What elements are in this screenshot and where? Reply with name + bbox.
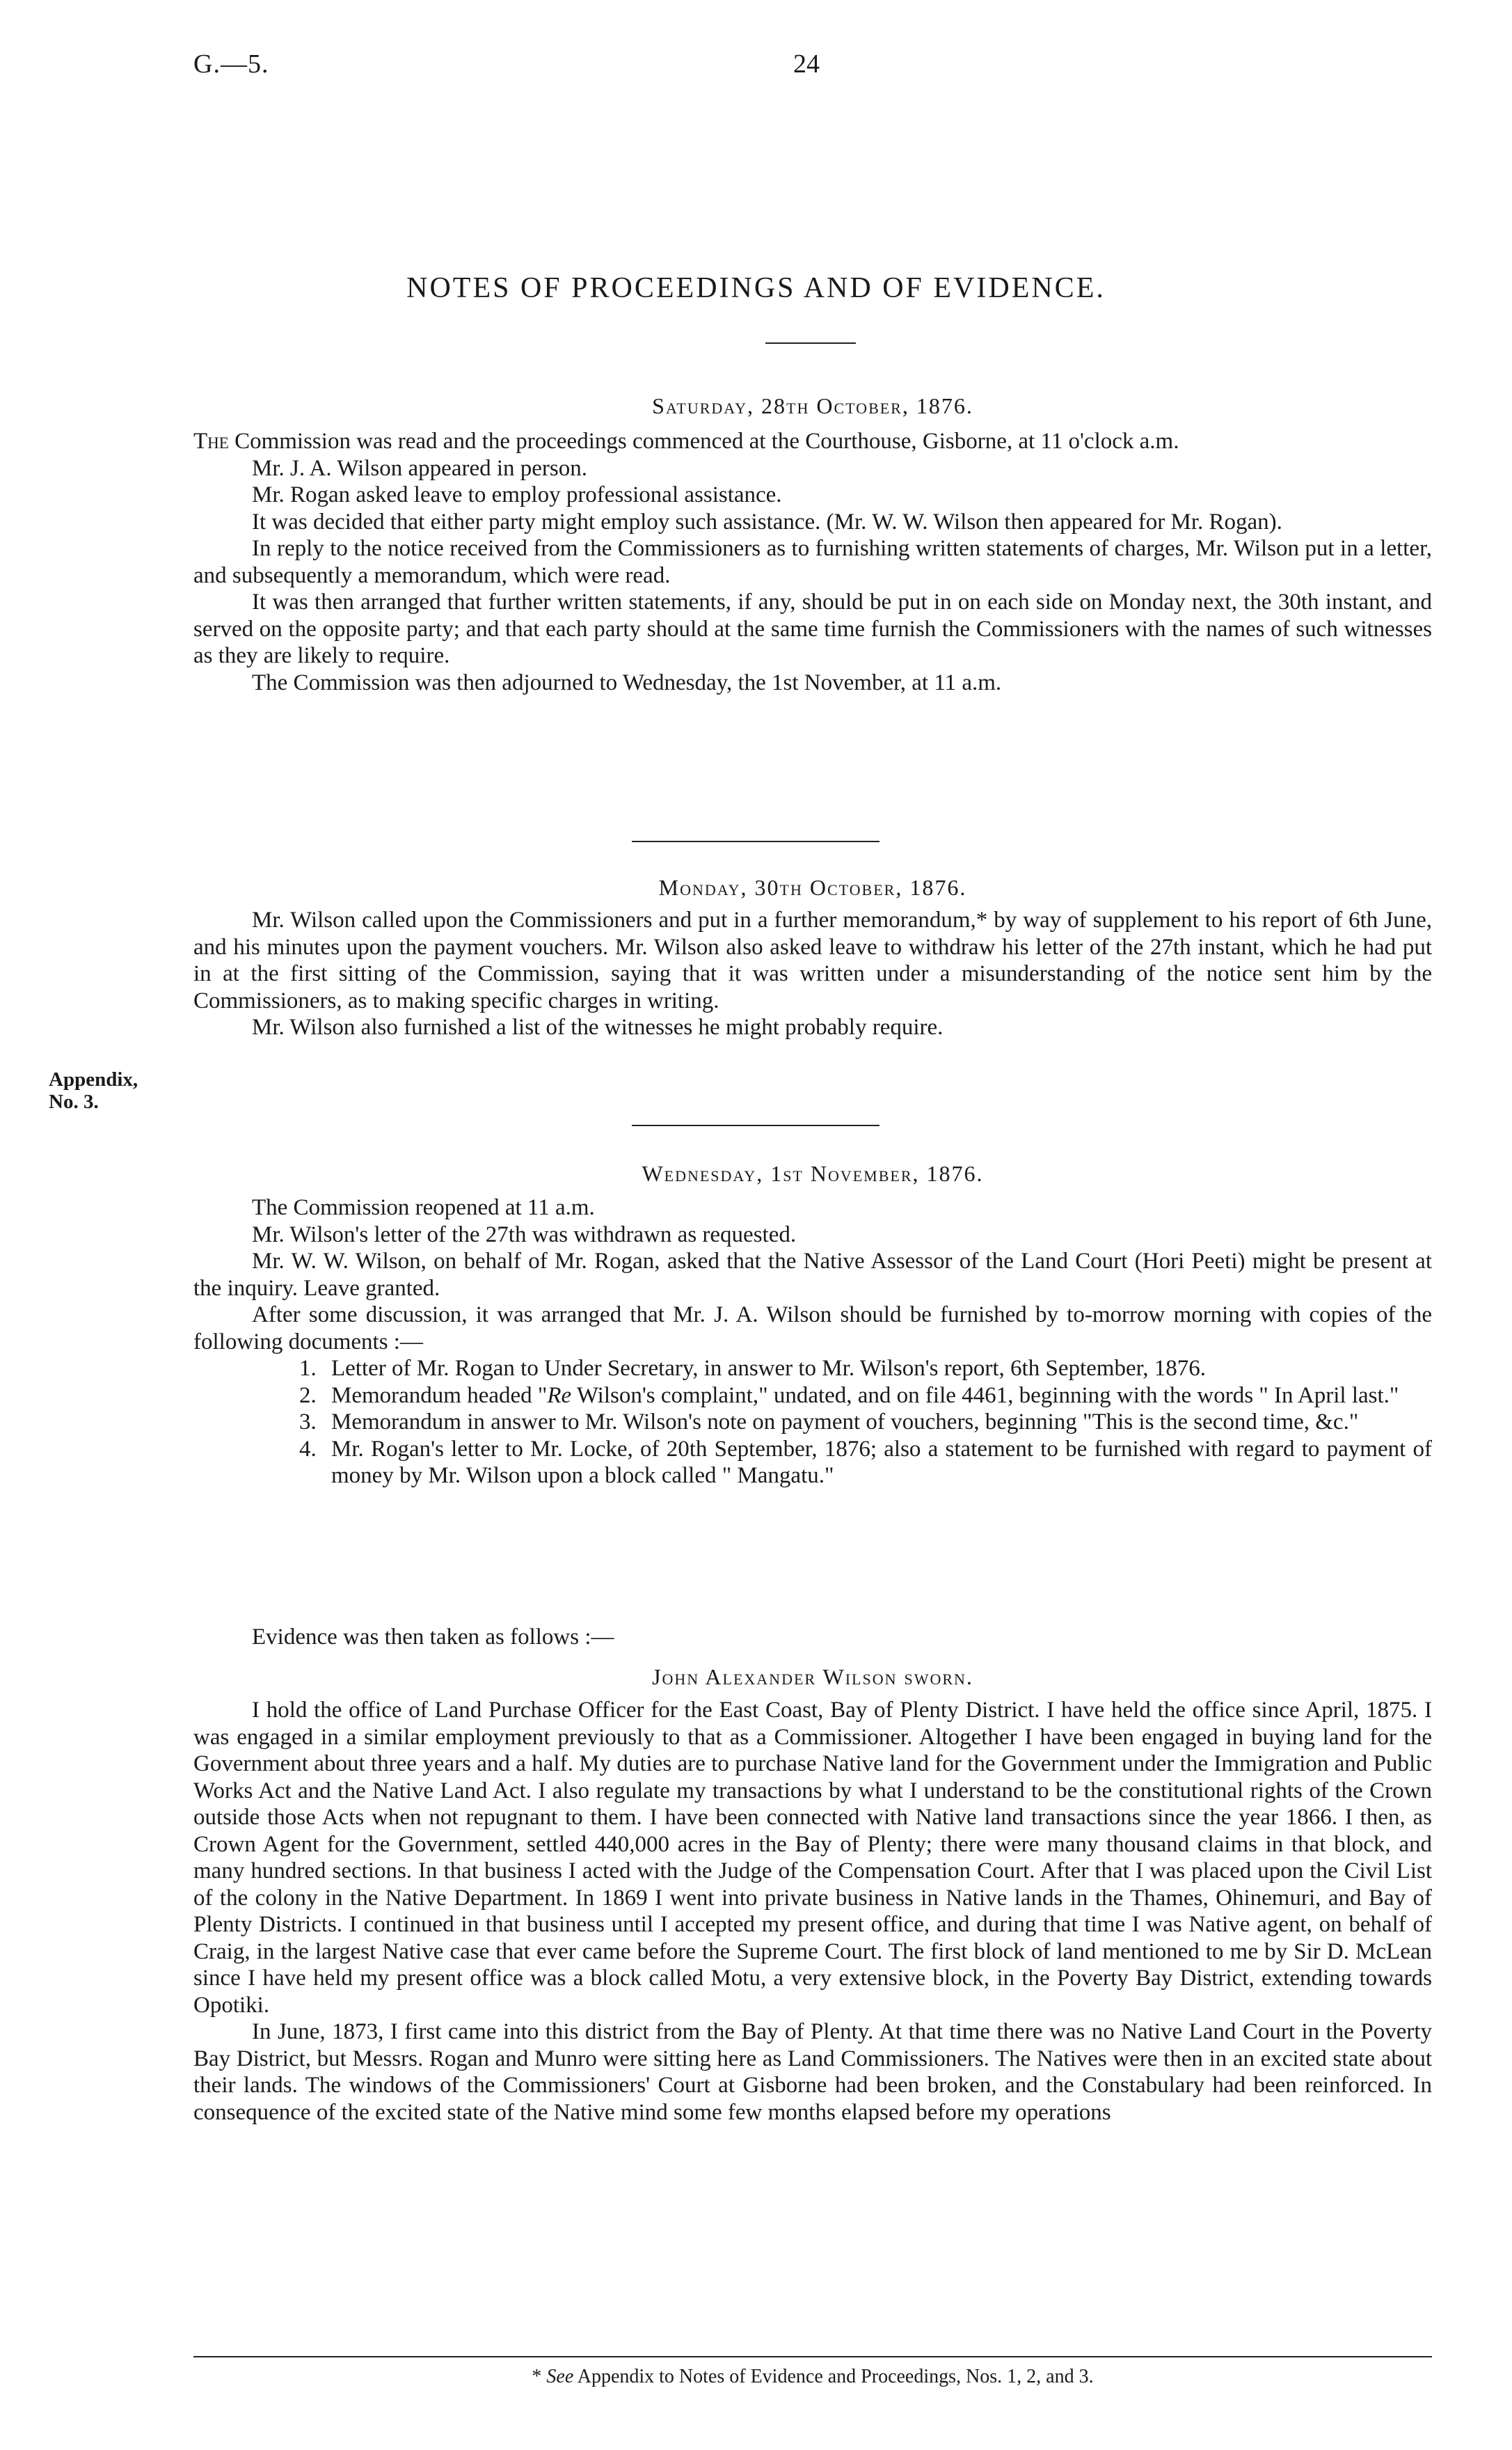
section-heading-monday: Monday, 30th October, 1876. [658,875,967,900]
paragraph: Evidence was then taken as follows :— [252,1625,614,1650]
margin-note-line: Appendix, [49,1068,138,1091]
paragraph: It was decided that either party might employ such assistance. (Mr. W. W. Wilson then appeared for Mr. Rogan). [252,509,1282,535]
section-heading-saturday: Saturday, 28th October, 1876. [652,393,973,418]
opening-paragraph [193,428,1432,455]
paragraph: Mr. Wilson called upon the Commissioners and put in a further memorandum,* by way of supplement to his report of 6th June, and his minutes upon the payment vouchers. Mr. Wilson also asked leave to withdraw his letter of the 27th instant, which he had put in at the first sitting of the Commission, saying that it was written under a misunderstanding of the notice sent him by the Commissioners, as to making specific charges in writing. [193,908,1432,1013]
list-item-text: Mr. Rogan's letter to Mr. Locke, of 20th September, 1876; also a statement to be furnished with regard to payment of money by Mr. Wilson upon a block called " Mangatu." [331,1436,1432,1488]
paragraph: The Commission was then adjourned to Wednesday, the 1st November, at 11 a.m. [252,670,1002,695]
footnote-text: Appendix to Notes of Evidence and Proceedings, Nos. 1, 2, and 3. [573,2366,1094,2387]
paragraph: In reply to the notice received from the Commissioners as to furnishing written statements of charges, Mr. Wilson put in a letter, and subsequently a memorandum, which were read. [193,536,1432,588]
text-run: Memorandum headed " [331,1382,548,1408]
section-monday [193,907,1432,1041]
paragraph: Mr. Wilson's letter of the 27th was withdrawn as requested. [252,1222,797,1247]
page-title: NOTES OF PROCEEDINGS AND OF EVIDENCE. [406,272,1106,304]
evidence-intro [193,1624,1432,1651]
list-item-text [331,1382,1432,1409]
footnote-mark: * [532,2366,542,2387]
list-item [299,1436,1432,1489]
list-item-number: 4. [299,1436,317,1462]
paragraph: Mr. W. W. Wilson, on behalf of Mr. Rogan, asked that the Native Assessor of the Land Court (Hori Peeti) might be present at the inquiry. Leave granted. [193,1249,1432,1301]
section-saturday [193,428,1432,696]
page-number: 24 [793,49,820,79]
text-run: Wilson's complaint," undated, and on file 4461, beginning with the words " In April last." [571,1382,1399,1408]
witness-testimony [193,1697,1432,2126]
list-item [299,1355,1432,1382]
italic-run: Re [547,1382,572,1408]
footnote-rule [193,2356,1432,2357]
list-item-number: 2. [299,1382,317,1408]
section-divider [632,841,880,842]
opening-word: The [193,429,229,454]
margin-note [49,1068,138,1113]
list-item-text: Letter of Mr. Rogan to Under Secretary, in answer to Mr. Wilson's report, 6th September, 1876. [331,1356,1207,1381]
section-heading-wednesday: Wednesday, 1st November, 1876. [642,1161,984,1186]
footnote-italic: See [546,2366,574,2387]
paragraph: Mr. Wilson also furnished a list of the witnesses he might probably require. [252,1015,944,1040]
paragraph: Mr. J. A. Wilson appeared in person. [252,455,587,481]
list-item-number: 3. [299,1409,317,1435]
witness-heading: John Alexander Wilson sworn. [652,1664,973,1689]
paragraph: The Commission reopened at 11 a.m. [252,1195,595,1220]
paragraph: Mr. Rogan asked leave to employ professional assistance. [252,482,782,507]
list-item-number: 1. [299,1356,317,1381]
paragraph: I hold the office of Land Purchase Officer for the East Coast, Bay of Plenty District. I have held the office since April, 1875. I was engaged in a similar employment previously to that as a Commissioner. Altogether I have been engaged in buying land for the Government about three years and a half. My duties are to purchase Native land for the Government under the Immigration and Public Works Act and the Native Land Act. I also regulate my transactions by what I understand to be the constitutional rights of the Crown outside those Acts when not repugnant to them. I have been connected with Native land transactions since the year 1866. I then, as Crown Agent for the Government, settled 440,000 acres in the Bay of Plenty; there were many thousand claims in that block, and many hundred sections. In that business I acted with the Judge of the Compensation Court. After that I was placed upon the Civil List of the colony in the Native Department. In 1869 I went into private business in Native lands in the Thames, Ohinemuri, and Bay of Plenty Districts. I continued in that business until I accepted my present office, and during that time I was Native agent, on behalf of Craig, in the largest Native case that ever came before the Supreme Court. The first block of land mentioned to me by Sir D. McLean since I have held my present office was a block called Motu, a very extensive block, in the Poverty Bay District, extending towards Opotiki. [193,1698,1432,2018]
document-list [299,1355,1432,1489]
footnote [193,2366,1432,2388]
section-wednesday [193,1194,1432,1355]
paragraph: After some discussion, it was arranged that Mr. J. A. Wilson should be furnished by to-morrow morning with copies of the following documents :— [193,1302,1432,1354]
title-rule [765,342,856,344]
list-item [299,1409,1432,1436]
paragraph: In June, 1873, I first came into this district from the Bay of Plenty. At that time there was no Native Land Court in the Poverty Bay District, but Messrs. Rogan and Munro were sitting here as Land Commissioners. The Natives were then in an excited state about their lands. The windows of the Commissioners' Court at Gisborne had been broken, and the Constabulary had been reinforced. In consequence of the excited state of the Native mind some few months elapsed before my operations [193,2019,1432,2125]
list-item-text: Memorandum in answer to Mr. Wilson's note on payment of vouchers, beginning "This is the second time, &c." [331,1409,1359,1435]
paragraph: It was then arranged that further written statements, if any, should be put in on each side on Monday next, the 30th instant, and served on the opposite party; and that each party should at the same time furnish the Commissioners with the names of such witnesses as they are likely to require. [193,590,1432,668]
list-item [299,1382,1432,1409]
opening-text: Commission was read and the proceedings commenced at the Courthouse, Gisborne, at 11 o'clock a.m. [228,429,1179,454]
series-number: G.—5. [193,49,269,79]
margin-note-line: No. 3. [49,1091,99,1113]
section-divider [632,1125,880,1126]
